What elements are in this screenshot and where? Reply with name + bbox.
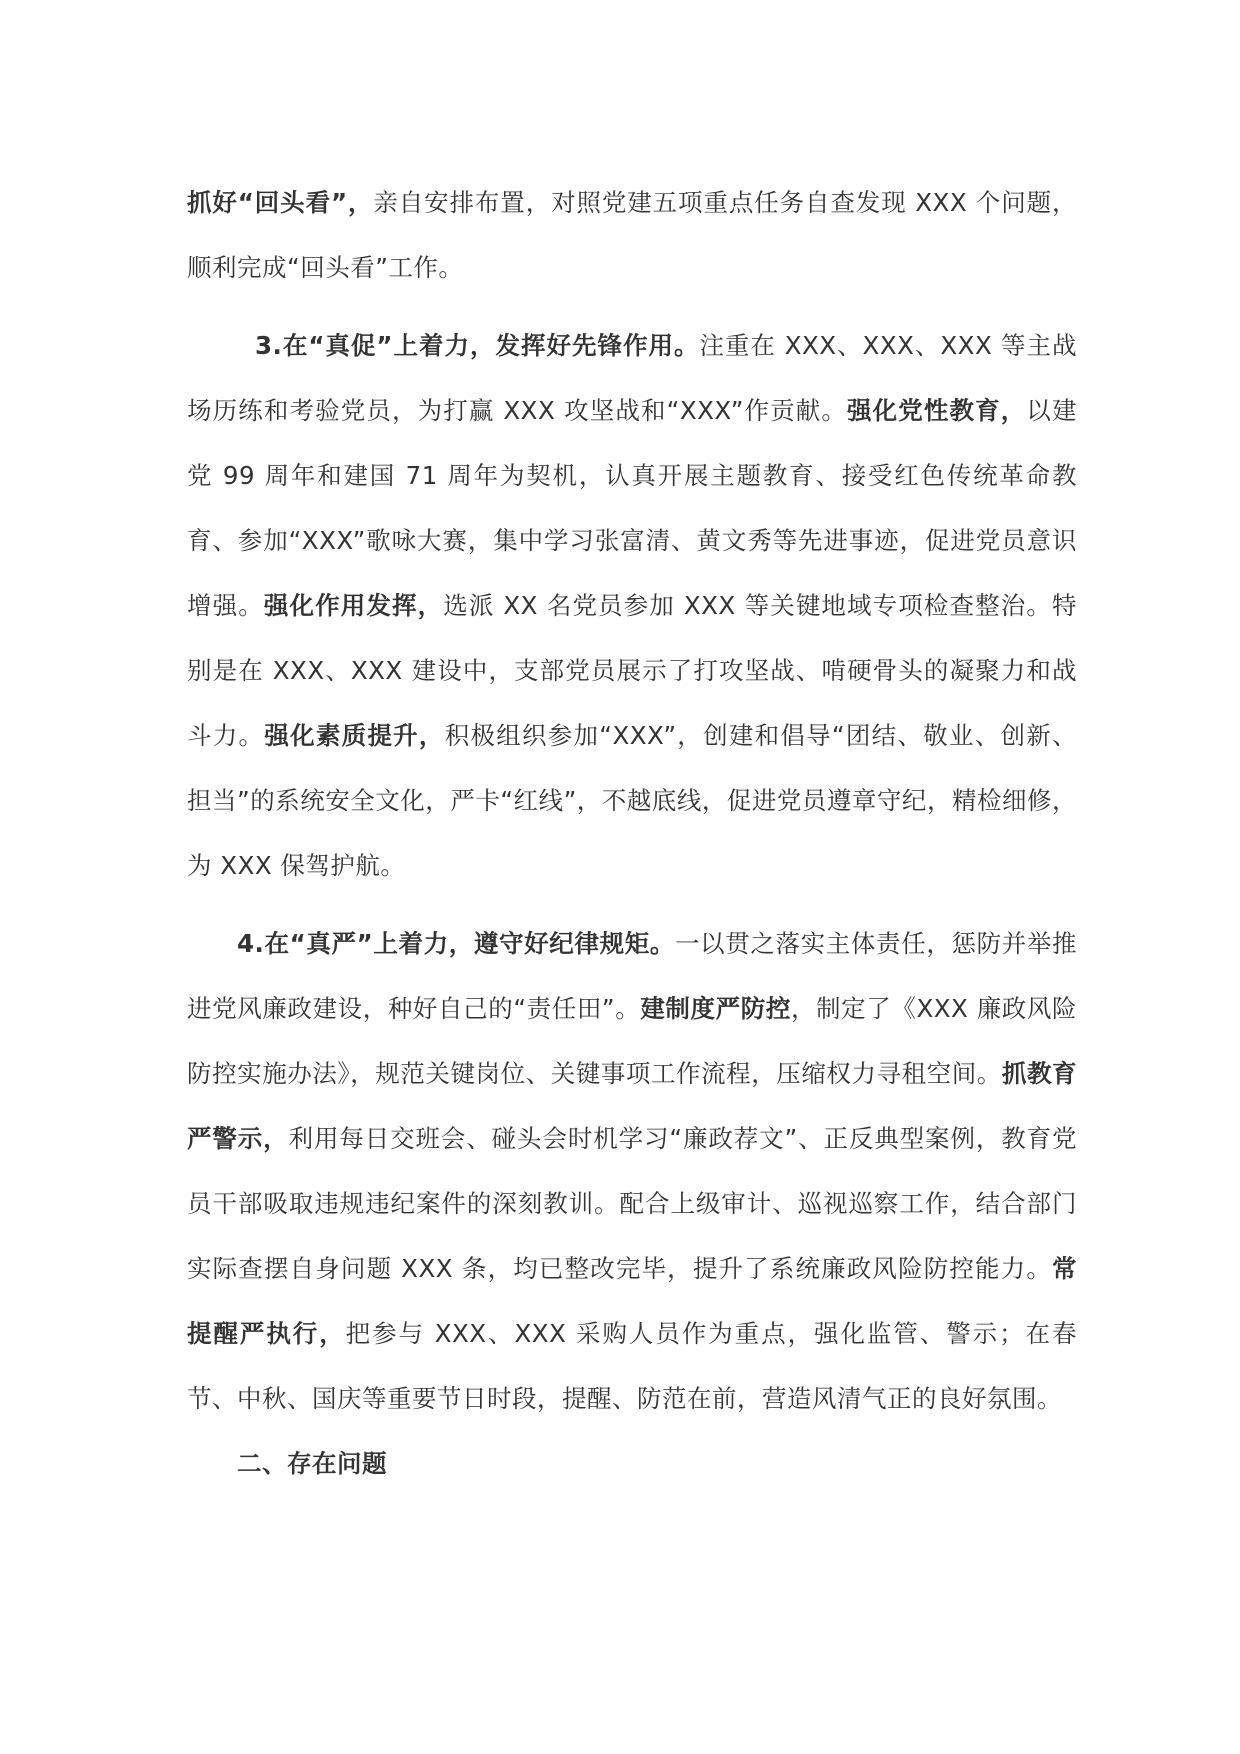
paragraph-text: 以建党 99 周年和建国 71 周年为契机，认真开展主题教育、接受红色传统革命教育、参加“XXX”歌咏大赛，集中学习张富清、黄文秀等先进事迹，促进党员意识增强。 <box>187 396 1078 620</box>
section-3-heading: 3.在“真促”上着力，发挥好先锋作用。 <box>255 331 700 360</box>
paragraph-text: 积极组织参加“XXX”，创建和倡导“团结、敬业、创新、担当”的系统安全文化，严卡“红线”，不越底线，促进党员遵章守纪，精检细修，为 XXX 保驾护航。 <box>187 721 1078 880</box>
paragraph-look-back <box>187 170 1077 300</box>
paragraph-text: 选派 XX 名党员参加 XXX 等关键地域专项检查整治。特别是在 XXX、XXX 建设中，支部党员展示了打攻坚战、啃硬骨头的凝聚力和战斗力。 <box>187 591 1078 750</box>
paragraph-text: 注重在 XXX、XXX、XXX 等主战场历练和考验党员，为打赢 XXX 攻坚战和“XXX”作贡献。 <box>187 331 1077 425</box>
heading-text: 二、存在问题 <box>237 1449 387 1478</box>
document-body <box>187 170 1077 1496</box>
paragraph-text: 把参与 XXX、XXX 采购人员作为重点，强化监管、警示；在春节、中秋、国庆等重要节日时段，提醒、防范在前，营造风清气正的良好氛围。 <box>187 1319 1077 1413</box>
paragraph-section-4 <box>187 911 1077 1431</box>
bold-phrase: 常提醒严执行， <box>187 1254 1077 1348</box>
bold-phrase: 强化作用发挥， <box>263 591 444 620</box>
bold-phrase: 强化素质提升， <box>264 721 445 750</box>
section-heading-problems <box>187 1431 1077 1496</box>
bold-phrase: 强化党性教育， <box>847 396 1027 425</box>
paragraph-text: 利用每日交班会、碰头会时机学习“廉政荐文”、正反典型案例，教育党员干部吸取违规违纪案件的深刻教训。配合上级审计、巡视巡察工作，结合部门实际查摆自身问题 XXX 条，均已整改完毕，提升了系统廉政风险防控能力。 <box>187 1124 1077 1283</box>
paragraph-text: 亲自安排布置，对照党建五项重点任务自查发现 XXX 个问题，顺利完成“回头看”工作。 <box>187 188 1077 282</box>
paragraph-text: ，制定了《XXX 廉政风险防控实施办法》，规范关键岗位、关键事项工作流程，压缩权力寻租空间。 <box>187 994 1078 1088</box>
bold-phrase: 抓教育严警示， <box>187 1059 1078 1153</box>
paragraph-section-3 <box>187 313 1077 898</box>
bold-phrase: 抓好“回头看”， <box>187 188 374 217</box>
paragraph-text: 一以贯之落实主体责任，惩防并举推进党风廉政建设，种好自己的“责任田”。 <box>187 929 1077 1023</box>
bold-phrase: 建制度严防控 <box>640 994 791 1023</box>
section-4-heading: 4.在“真严”上着力，遵守好纪律规矩。 <box>237 929 675 958</box>
